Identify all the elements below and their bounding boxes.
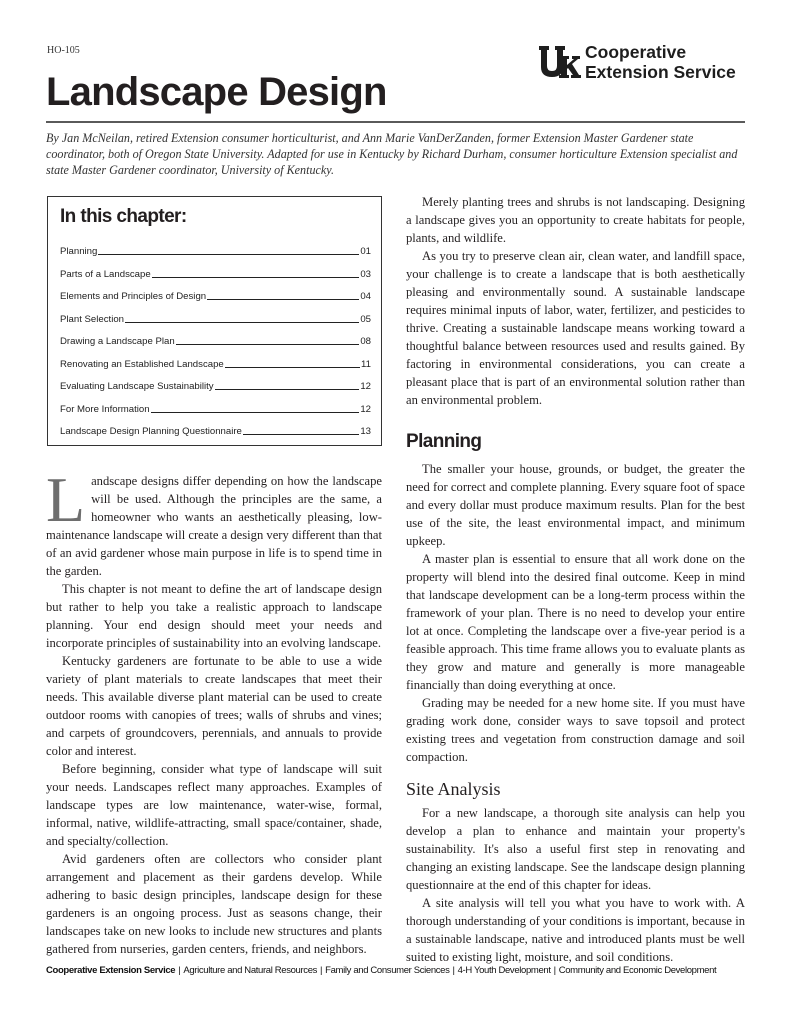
lead-paragraph [46, 464, 382, 580]
toc-leader [243, 434, 359, 435]
toc-leader [151, 412, 360, 413]
author-byline: By Jan McNeilan, retired Extension consumer horticulturist, and Ann Marie VanDerZanden, former Extension Master Gardener state coordinator, both of Oregon State University. Adapted for use in Kentucky by Richard Durham, consumer horticulture Extension specialist and state Master Gardener coordinator, University of Kentucky. [46, 131, 738, 177]
lead-text: andscape designs differ depending on how the landscape will be used. Although the principles are the same, a homeowner who wants an aesthetically pleasing, low-maintenance landscape will create a design very different than that of an avid gardener whose main purpose in life is to spend time in the garden. [46, 474, 382, 578]
toc-entry-page: 03 [360, 268, 371, 280]
left-column [46, 464, 382, 958]
toc-entry-page: 04 [360, 291, 371, 302]
toc-entry[interactable] [60, 243, 371, 257]
toc-entry[interactable] [60, 423, 371, 437]
body-paragraph: A site analysis will tell you what you have to work with. A thorough understanding of your conditions is important, because in a sustainable landscape, native and introduced plants must be well suited to existing light, moisture, and soil conditions. [406, 896, 745, 964]
toc-entry-page: 11 [361, 358, 371, 370]
logo-line-2: Extension Service [585, 62, 736, 82]
body-paragraph: For a new landscape, a thorough site analysis can help you develop a plan to enhance and maintain your property's sustainability. It's also a useful first step in renovating and changing an existing landscape. See the landscape design planning questionnaire at the end of this chapter for ideas. [406, 806, 745, 892]
footer-unit: Family and Consumer Sciences [325, 965, 450, 976]
body-paragraph: Grading may be needed for a new home site. If you must have grading work done, consider ways to save topsoil and protect existing trees and vegetation from construction damage and soil compaction. [406, 696, 745, 764]
toc-entry-label: Elements and Principles of Design [60, 291, 207, 302]
body-paragraph: Avid gardeners often are collectors who consider plant arrangement and placement as their gardens develop. While adhering to basic design principles, landscape design for these gardeners is an ongoing process. Just as seasons change, their landscapes take on new looks to include new structures and plants gathered from nurseries, garden centers, friends, and neighbors. [46, 852, 382, 956]
page-title: Landscape Design [46, 70, 387, 114]
toc-entry-label: Plant Selection [60, 313, 124, 325]
body-paragraph: Kentucky gardeners are fortunate to be able to use a wide variety of plant materials to create landscapes that meet their needs. This available diverse plant material can be used to create outdoor rooms with canopies of trees; walls of shrubs and vines; and carpets of groundcovers, perennials, and annuals to provide color and interest. [46, 654, 382, 758]
footer-unit: 4-H Youth Development [457, 965, 551, 976]
toc-entry-label: Evaluating Landscape Sustainability [60, 381, 214, 392]
section-heading-planning: Planning [406, 431, 482, 452]
toc-entry-label: Parts of a Landscape [60, 268, 151, 280]
toc-entry-page: 12 [360, 381, 371, 392]
toc-entry[interactable] [60, 266, 371, 280]
footer-unit: Community and Economic Development [558, 965, 717, 976]
chapter-contents-box [47, 196, 382, 446]
toc-leader [215, 389, 360, 390]
body-paragraph: The smaller your house, grounds, or budget, the greater the need for correct and complete planning. Every square foot of space and every dollar must produce maximum results. Plan for the best use of the site, the least environmental impact, and minimum upkeep. [406, 462, 745, 548]
toc-entry-label: Planning [60, 246, 98, 257]
drop-cap: L [46, 464, 86, 535]
toc-leader [152, 277, 360, 278]
body-paragraph: As you try to preserve clean air, clean water, and landfill space, your challenge is to create a landscape that is both aesthetically pleasing and environmentally sound. A sustainable landscape requires minimal inputs of labor, water, fertilizer, and pesticides to thrive. Creating a sustainable landscape means working toward a thoughtful balance between resources used and results gained. By factoring in environmental considerations, you can create a pleasant place that is part of an environmental solution rather than an environmental problem. [406, 249, 745, 407]
contents-heading: In this chapter: [60, 206, 187, 227]
toc-leader [225, 367, 360, 368]
toc-entry-page: 13 [360, 426, 371, 437]
body-paragraph: A master plan is essential to ensure that all work done on the property will blend into the desired final outcome. Keep in mind that landscape development can be a long-term process within the framework of your plan. There is no need to develop your entire lot at once. Completing the landscape over a five-year period is a feasible approach. This time frame allows you to evaluate plants as they grow and mature and generally is more manageable financially than doing everything at once. [406, 552, 745, 692]
toc-entry-label: For More Information [60, 403, 150, 415]
toc-entry-label: Renovating an Established Landscape [60, 358, 224, 370]
title-divider [46, 121, 745, 123]
toc-entry-page: 01 [360, 246, 371, 257]
toc-leader [98, 254, 359, 255]
page-footer: Cooperative Extension Service | Agriculture and Natural Resources | Family and Consumer Sciences | 4-H Youth Development | Community and Economic Development [46, 965, 717, 976]
body-paragraph: Merely planting trees and shrubs is not landscaping. Designing a landscape gives you an opportunity to create habitats for people, plants, and wildlife. [406, 195, 745, 245]
document-code: HO-105 [47, 45, 80, 56]
toc-entry[interactable] [60, 356, 371, 370]
toc-entry-label: Landscape Design Planning Questionnaire [60, 426, 242, 437]
section-heading-site-analysis: Site Analysis [406, 779, 501, 799]
toc-entry[interactable] [60, 333, 371, 347]
uk-logo-icon [537, 44, 581, 80]
logo-text [585, 42, 755, 82]
uk-extension-logo [537, 42, 749, 84]
toc-entry-page: 12 [360, 403, 371, 415]
logo-line-1: Cooperative [585, 42, 687, 62]
footer-org: Cooperative Extension Service [46, 965, 176, 976]
toc-entry[interactable] [60, 401, 371, 415]
toc-entry-page: 08 [360, 336, 371, 347]
toc-leader [207, 299, 359, 300]
toc-entry[interactable] [60, 288, 371, 302]
toc-entry[interactable] [60, 311, 371, 325]
footer-unit: Agriculture and Natural Resources [183, 965, 318, 976]
toc-entry-label: Drawing a Landscape Plan [60, 336, 175, 347]
toc-leader [125, 322, 359, 323]
body-paragraph: Before beginning, consider what type of landscape will suit your needs. Landscapes reflect many approaches. Examples of landscape types are low maintenance, water-wise, formal, informal, native, wildlife-attracting, small space/container, shade, and specialty/collection. [46, 762, 382, 848]
toc-entry-page: 05 [360, 313, 371, 325]
right-column [406, 193, 745, 966]
body-paragraph: This chapter is not meant to define the art of landscape design but rather to help you take a realistic approach to landscape planning. Your end design should meet your needs and incorporate principles of sustainability into an evolving landscape. [46, 582, 382, 650]
toc-entry[interactable] [60, 378, 371, 392]
toc-leader [176, 344, 360, 345]
